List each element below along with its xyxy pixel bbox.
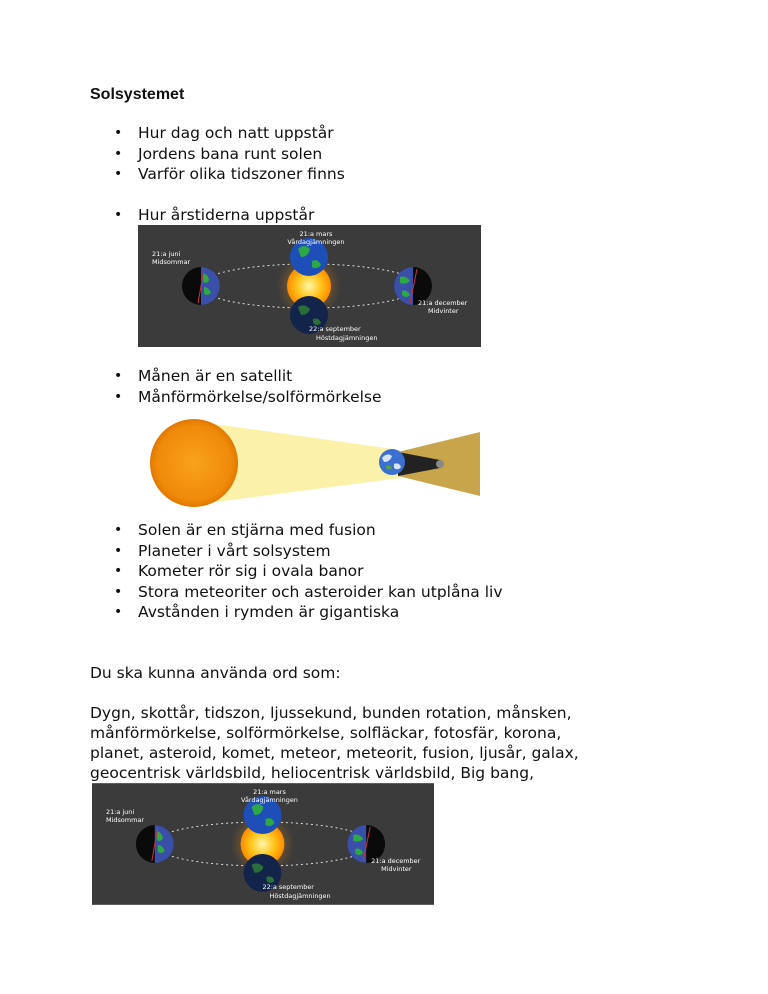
words-line: månförmörkelse, solförmörkelse, solfläckar, fotosfär, korona, xyxy=(90,724,562,742)
list-item: • Stora meteoriter och asteroider kan utplåna liv xyxy=(0,582,503,603)
label-mars-date: 21:a mars xyxy=(299,230,333,238)
words-line: Dygn, skottår, tidszon, ljussekund, bunden rotation, månsken, xyxy=(90,704,572,722)
list-item: • Jordens bana runt solen xyxy=(0,144,345,165)
eclipse-diagram xyxy=(140,418,480,508)
label-dec-name: Midvinter xyxy=(428,307,459,315)
words-line: planet, asteroid, komet, meteor, meteorit, fusion, ljusår, galax, xyxy=(90,744,579,762)
label-sept-name: Höstdagjämningen xyxy=(269,891,331,900)
earth-june xyxy=(182,267,220,305)
earth xyxy=(379,449,405,475)
label-juni-date: 21:a juni xyxy=(105,808,135,817)
label-juni-name: Midsommar xyxy=(152,258,191,266)
bullet-list-4 xyxy=(0,520,503,623)
list-item: • Solen är en stjärna med fusion xyxy=(0,520,503,541)
page-title: Solsystemet xyxy=(90,86,185,103)
label-mars-name: Vårdagjämningen xyxy=(241,796,298,805)
list-item: • Hur dag och natt uppstår xyxy=(0,123,345,144)
words-line: geocentrisk världsbild, heliocentrisk världsbild, Big bang, xyxy=(90,764,534,782)
label-mars-date: 21:a mars xyxy=(253,788,286,797)
label-dec-name: Midvinter xyxy=(381,864,412,873)
list-item: • Hur årstiderna uppstår xyxy=(0,205,314,226)
list-item: • Varför olika tidszoner finns xyxy=(0,164,345,185)
seasons-diagram xyxy=(138,225,481,347)
bullet-list-3 xyxy=(0,366,382,407)
earth-june xyxy=(136,825,174,863)
seasons-diagram-2 xyxy=(92,783,434,905)
list-item: • Avstånden i rymden är gigantiska xyxy=(0,602,503,623)
label-mars-name: Vårdagjämningen xyxy=(287,238,345,246)
label-sept-date: 22:a september xyxy=(309,325,361,333)
label-sept-name: Höstdagjämningen xyxy=(316,334,378,342)
sun xyxy=(150,419,238,507)
moon xyxy=(436,460,444,468)
bullet-list-2 xyxy=(0,205,314,226)
label-juni-date: 21:a juni xyxy=(152,250,181,258)
list-item: • Månförmörkelse/solförmörkelse xyxy=(0,387,382,408)
list-item: • Kometer rör sig i ovala banor xyxy=(0,561,503,582)
words-intro: Du ska kunna använda ord som: xyxy=(90,664,341,682)
label-dec-date: 21:a december xyxy=(418,299,468,307)
label-juni-name: Midsommar xyxy=(105,816,145,825)
bullet-list-1 xyxy=(0,123,345,185)
list-item: • Planeter i vårt solsystem xyxy=(0,541,503,562)
label-sept-date: 22:a september xyxy=(262,882,314,891)
label-dec-date: 21:a december xyxy=(371,856,421,865)
list-item: • Månen är en satellit xyxy=(0,366,382,387)
